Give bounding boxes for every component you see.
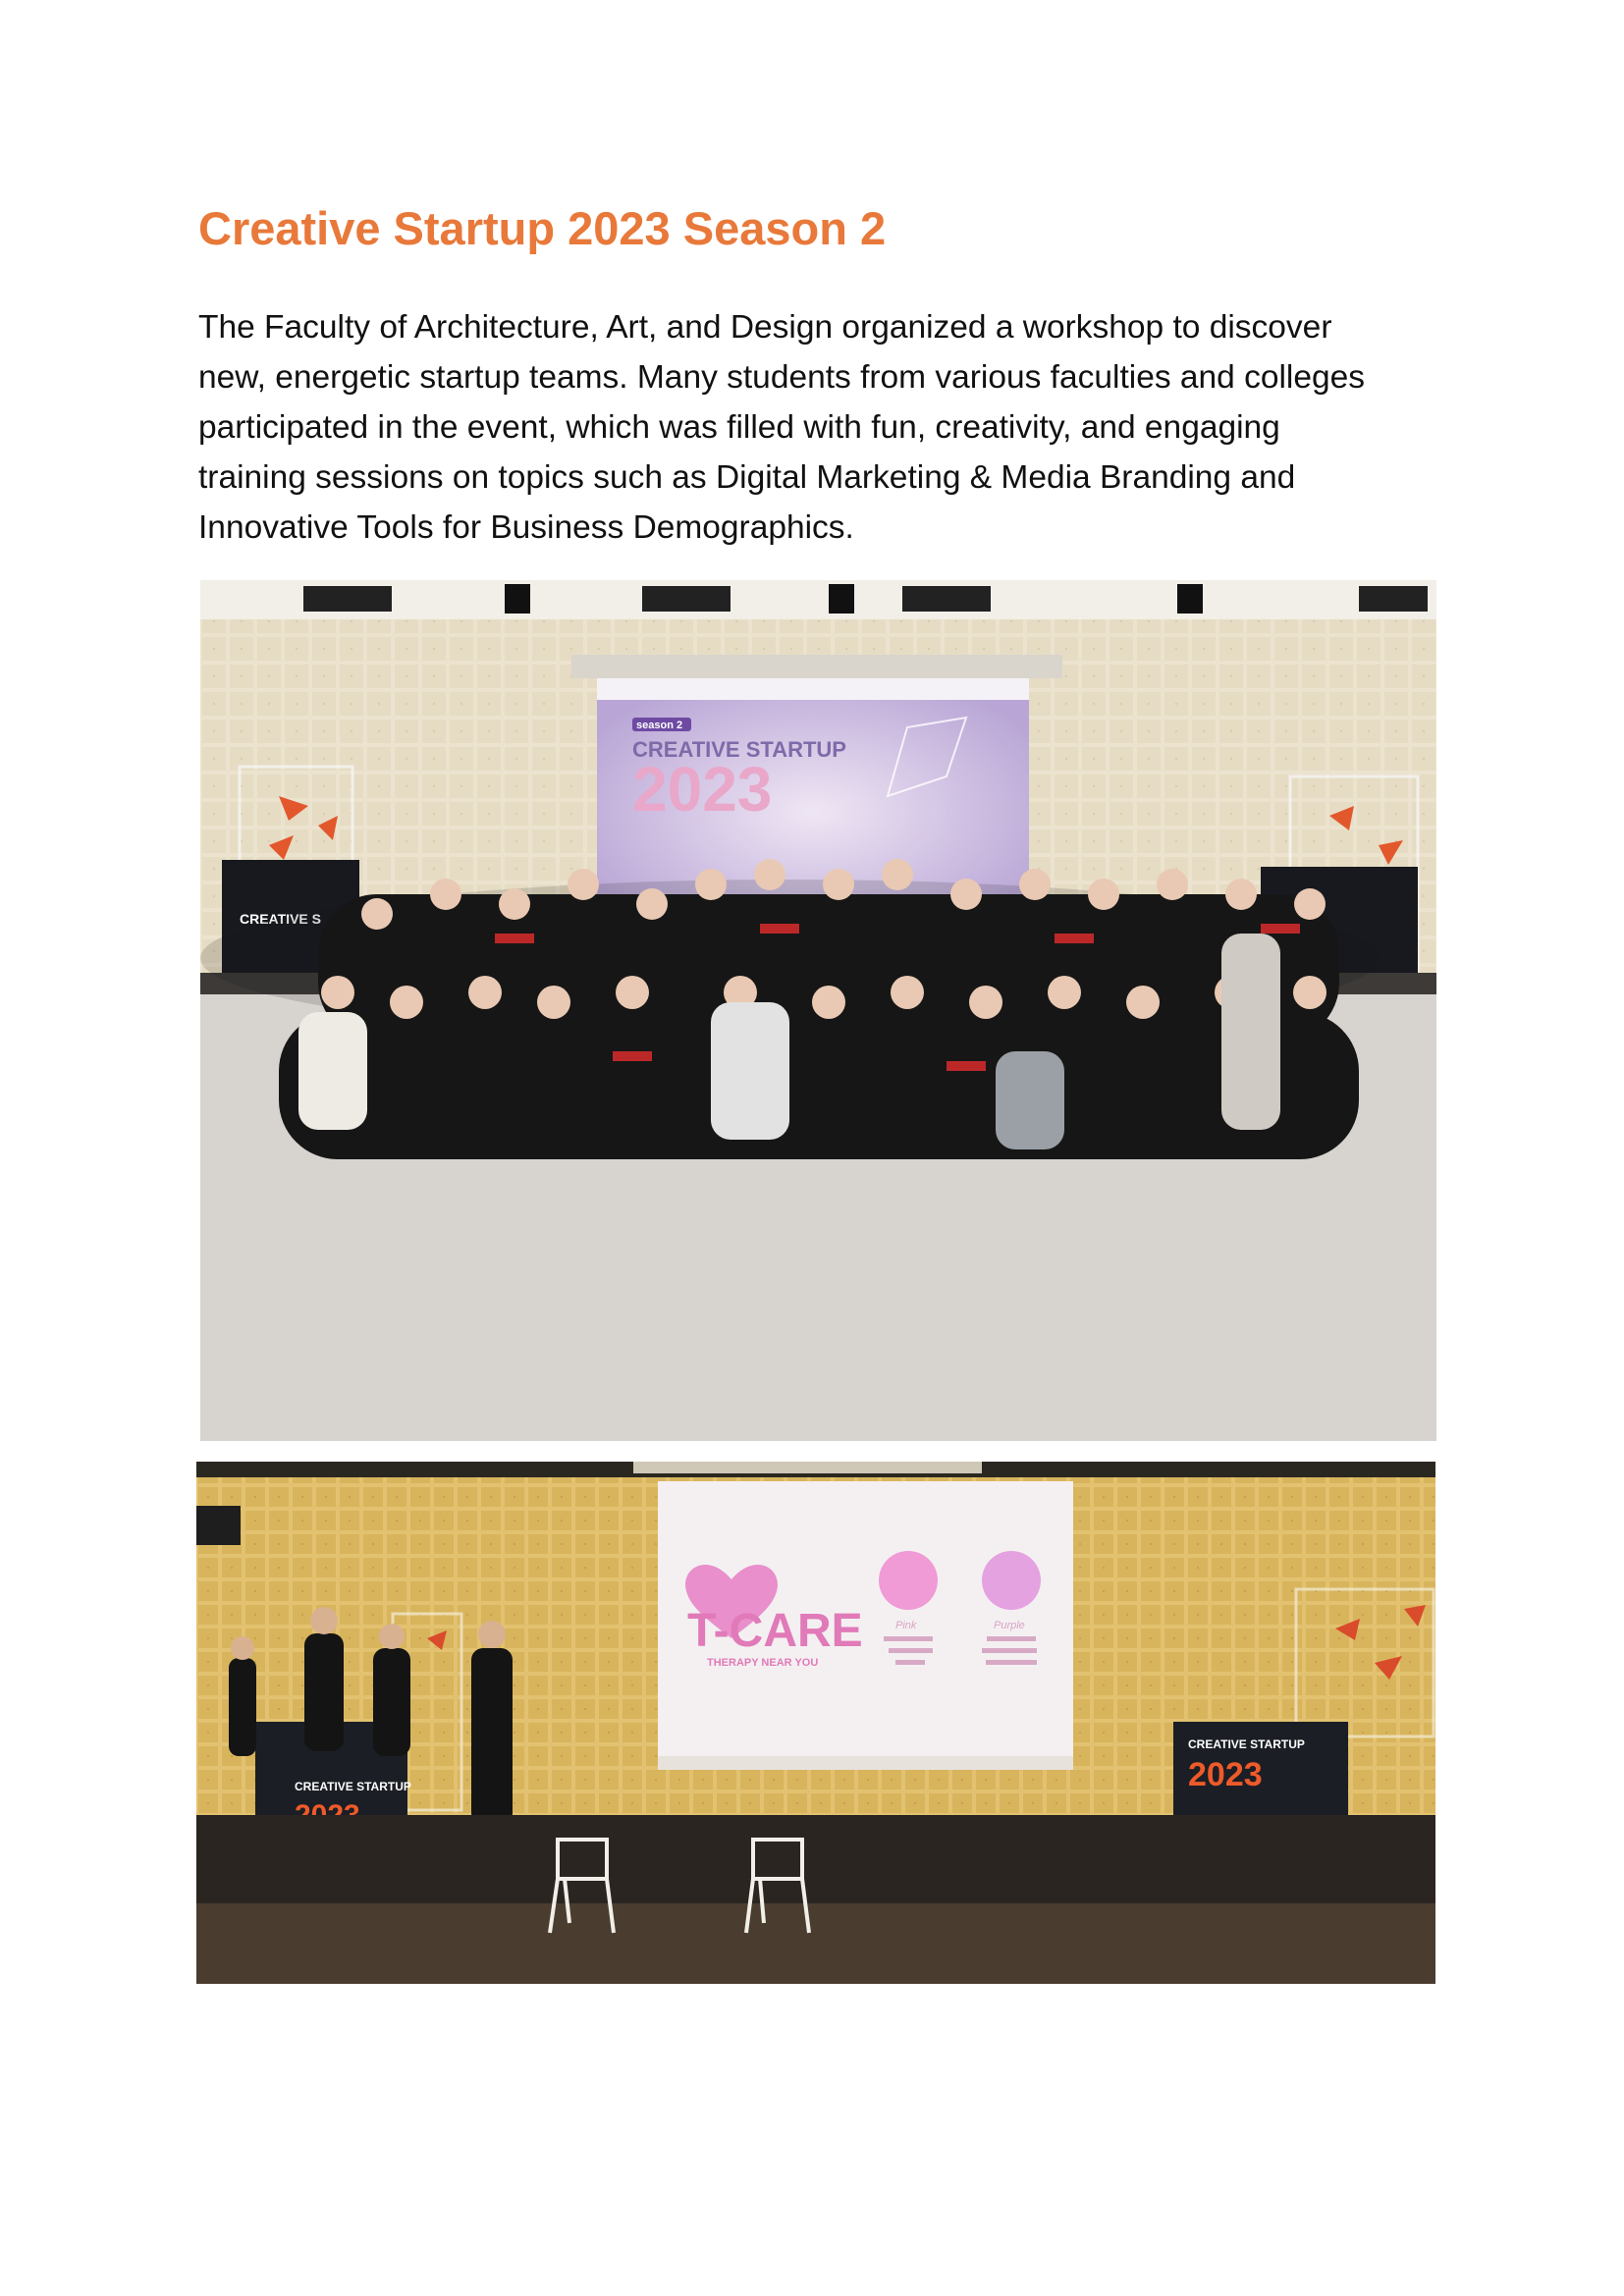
screen-season-tag: season 2 — [636, 720, 683, 731]
purple-swatch — [982, 1551, 1041, 1610]
paragraph-line: Innovative Tools for Business Demographics. — [198, 509, 854, 546]
screen-brand: T-CARE — [687, 1605, 863, 1657]
purple-swatch-label: Purple — [994, 1620, 1025, 1631]
paragraph-line: training sessions on topics such as Digital Marketing & Media Branding and — [198, 459, 1296, 496]
screen-tagline: THERAPY NEAR YOU — [707, 1657, 819, 1669]
screen-headline: CREATIVE STARTUP — [632, 737, 846, 762]
group-photo-scene — [200, 580, 1436, 1441]
standee-left-headline: CREATIVE STARTUP — [295, 1780, 411, 1793]
pink-swatch — [879, 1551, 938, 1610]
article-title: Creative Startup 2023 Season 2 — [198, 202, 887, 254]
standee-left-headline: CREATIVE S — [240, 911, 321, 927]
stage-photo-scene — [196, 1462, 1435, 1984]
paragraph-line: new, energetic startup teams. Many students from various faculties and colleges — [198, 359, 1365, 396]
group-photo — [200, 580, 1436, 1441]
screen-year: 2023 — [632, 754, 773, 825]
stage-presentation-photo — [196, 1462, 1435, 1984]
paragraph-line: The Faculty of Architecture, Art, and Design organized a workshop to discover — [198, 309, 1332, 346]
pink-swatch-label: Pink — [895, 1620, 917, 1631]
standee-right-headline: CREATIVE STARTUP — [1188, 1737, 1305, 1751]
article-paragraph — [198, 302, 1445, 553]
paragraph-line: participated in the event, which was filled with fun, creativity, and engaging — [198, 409, 1280, 446]
standee-right-year: 2023 — [1188, 1756, 1263, 1793]
